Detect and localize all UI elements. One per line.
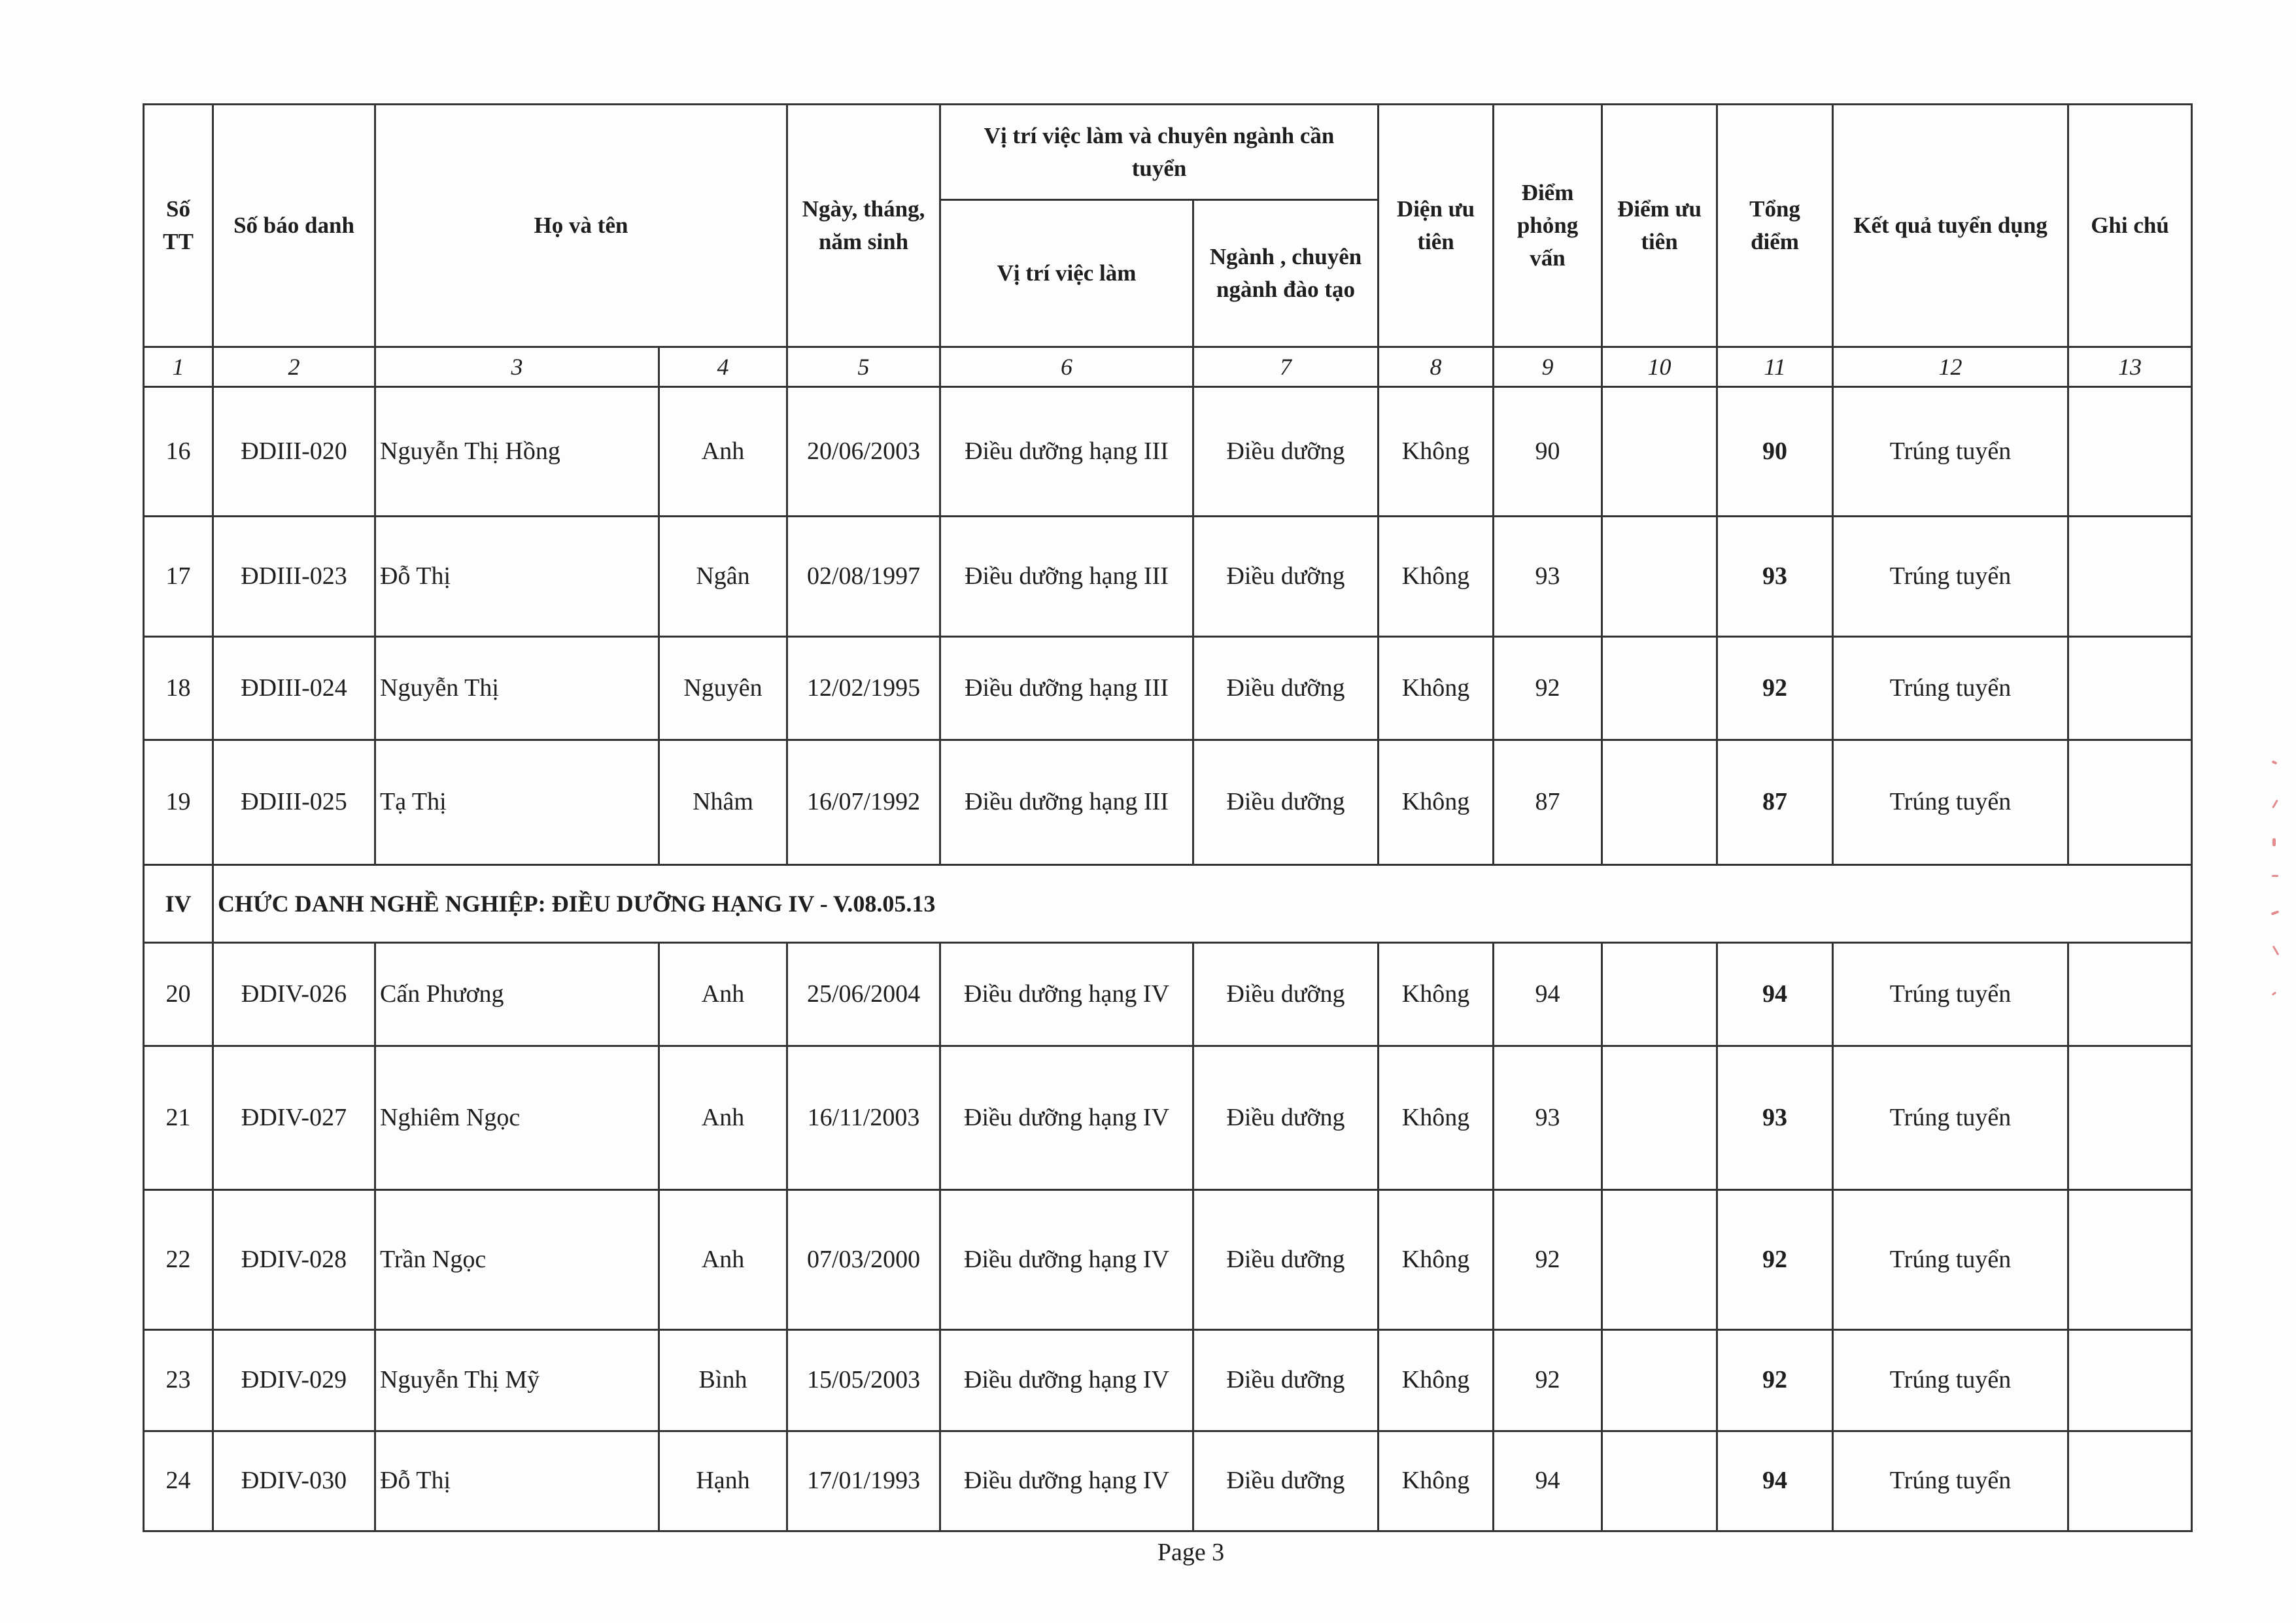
stamp-mark <box>2271 910 2280 915</box>
cell-nganh-dao-tao: Điều dưỡng <box>1193 1190 1379 1330</box>
column-number: 10 <box>1602 347 1717 387</box>
cell-nganh-dao-tao: Điều dưỡng <box>1193 517 1379 637</box>
cell-ho: Trần Ngọc <box>375 1190 659 1330</box>
cell-so-bao-danh: ĐDIV-030 <box>213 1431 375 1531</box>
column-number: 3 <box>375 347 659 387</box>
cell-ho: Cấn Phương <box>375 943 659 1046</box>
page-number: Page 3 <box>1157 1539 1225 1566</box>
cell-diem-phong-van: 90 <box>1494 387 1602 517</box>
header-so-bao-danh: Số báo danh <box>213 105 375 347</box>
cell-so-bao-danh: ĐDIV-029 <box>213 1330 375 1431</box>
table-row <box>144 387 2192 517</box>
table-row <box>144 1330 2192 1431</box>
cell-ngay-sinh: 15/05/2003 <box>787 1330 940 1431</box>
column-number: 11 <box>1717 347 1833 387</box>
cell-diem-phong-van: 92 <box>1494 637 1602 740</box>
header-nganh-dao-tao: Ngành , chuyên ngành đào tạo <box>1193 200 1379 347</box>
stamp-mark <box>2272 946 2280 955</box>
header-ngay-sinh: Ngày, tháng, năm sinh <box>787 105 940 347</box>
stamp-mark <box>2272 875 2278 877</box>
stamp-mark <box>2272 838 2276 846</box>
cell-nganh-dao-tao: Điều dưỡng <box>1193 387 1379 517</box>
cell-ket-qua: Trúng tuyển <box>1833 637 2068 740</box>
cell-diem-uu-tien <box>1602 1046 1717 1190</box>
cell-diem-uu-tien <box>1602 1190 1717 1330</box>
table-row <box>144 1190 2192 1330</box>
cell-stt: 17 <box>144 517 213 637</box>
cell-ghi-chu <box>2068 1431 2192 1531</box>
column-number: 4 <box>659 347 787 387</box>
cell-vi-tri-viec-lam: Điều dưỡng hạng IV <box>940 1190 1193 1330</box>
stamp-bleed-marks <box>2264 752 2286 1007</box>
cell-so-bao-danh: ĐDIV-026 <box>213 943 375 1046</box>
cell-ngay-sinh: 12/02/1995 <box>787 637 940 740</box>
cell-stt: 21 <box>144 1046 213 1190</box>
cell-ho: Nguyễn Thị Mỹ <box>375 1330 659 1431</box>
cell-vi-tri-viec-lam: Điều dưỡng hạng IV <box>940 943 1193 1046</box>
header-dien-uu-tien: Diện ưu tiên <box>1379 105 1494 347</box>
table-row <box>144 943 2192 1046</box>
cell-ket-qua: Trúng tuyển <box>1833 517 2068 637</box>
cell-dien-uu-tien: Không <box>1379 517 1494 637</box>
cell-diem-uu-tien <box>1602 740 1717 865</box>
cell-stt: 19 <box>144 740 213 865</box>
cell-ket-qua: Trúng tuyển <box>1833 943 2068 1046</box>
cell-diem-phong-van: 92 <box>1494 1330 1602 1431</box>
cell-ten: Ngân <box>659 517 787 637</box>
column-number: 12 <box>1833 347 2068 387</box>
cell-tong-diem: 92 <box>1717 1190 1833 1330</box>
cell-ket-qua: Trúng tuyển <box>1833 1046 2068 1190</box>
results-table <box>143 103 2193 1532</box>
stamp-mark <box>2272 760 2278 764</box>
section-title: CHỨC DANH NGHỀ NGHIỆP: ĐIỀU DƯỠNG HẠNG IV - V.08.05.13 <box>213 865 2192 943</box>
cell-ghi-chu <box>2068 1046 2192 1190</box>
table-row <box>144 740 2192 865</box>
section-row <box>144 865 2192 943</box>
cell-nganh-dao-tao: Điều dưỡng <box>1193 1431 1379 1531</box>
column-number: 1 <box>144 347 213 387</box>
cell-ho: Nguyễn Thị Hồng <box>375 387 659 517</box>
cell-ngay-sinh: 20/06/2003 <box>787 387 940 517</box>
cell-ngay-sinh: 17/01/1993 <box>787 1431 940 1531</box>
cell-stt: 16 <box>144 387 213 517</box>
cell-nganh-dao-tao: Điều dưỡng <box>1193 740 1379 865</box>
table-row <box>144 637 2192 740</box>
cell-ho: Đỗ Thị <box>375 1431 659 1531</box>
cell-ten: Anh <box>659 387 787 517</box>
cell-diem-phong-van: 87 <box>1494 740 1602 865</box>
cell-diem-phong-van: 92 <box>1494 1190 1602 1330</box>
column-number: 9 <box>1494 347 1602 387</box>
cell-ghi-chu <box>2068 740 2192 865</box>
cell-diem-uu-tien <box>1602 1431 1717 1531</box>
cell-nganh-dao-tao: Điều dưỡng <box>1193 637 1379 740</box>
cell-ngay-sinh: 25/06/2004 <box>787 943 940 1046</box>
cell-diem-phong-van: 93 <box>1494 517 1602 637</box>
cell-ten: Nguyên <box>659 637 787 740</box>
cell-vi-tri-viec-lam: Điều dưỡng hạng III <box>940 517 1193 637</box>
header-diem-phong-van: Điểm phỏng vấn <box>1494 105 1602 347</box>
header-row <box>144 105 2192 200</box>
cell-vi-tri-viec-lam: Điều dưỡng hạng III <box>940 387 1193 517</box>
cell-tong-diem: 92 <box>1717 1330 1833 1431</box>
cell-vi-tri-viec-lam: Điều dưỡng hạng III <box>940 637 1193 740</box>
header-ket-qua: Kết quả tuyển dụng <box>1833 105 2068 347</box>
cell-diem-uu-tien <box>1602 943 1717 1046</box>
column-number: 5 <box>787 347 940 387</box>
cell-ten: Anh <box>659 1046 787 1190</box>
cell-so-bao-danh: ĐDIII-023 <box>213 517 375 637</box>
cell-ho: Nguyễn Thị <box>375 637 659 740</box>
column-number: 7 <box>1193 347 1379 387</box>
header-stt: Số TT <box>144 105 213 347</box>
cell-dien-uu-tien: Không <box>1379 1046 1494 1190</box>
cell-so-bao-danh: ĐDIII-024 <box>213 637 375 740</box>
header-vi-tri-viec-lam: Vị trí việc làm <box>940 200 1193 347</box>
cell-vi-tri-viec-lam: Điều dưỡng hạng IV <box>940 1330 1193 1431</box>
cell-dien-uu-tien: Không <box>1379 943 1494 1046</box>
cell-ho: Tạ Thị <box>375 740 659 865</box>
cell-diem-uu-tien <box>1602 1330 1717 1431</box>
cell-ghi-chu <box>2068 1190 2192 1330</box>
cell-diem-uu-tien <box>1602 517 1717 637</box>
cell-ten: Anh <box>659 1190 787 1330</box>
column-number: 2 <box>213 347 375 387</box>
header-diem-uu-tien: Điểm ưu tiên <box>1602 105 1717 347</box>
stamp-mark <box>2272 991 2276 995</box>
cell-dien-uu-tien: Không <box>1379 1330 1494 1431</box>
cell-diem-phong-van: 94 <box>1494 1431 1602 1531</box>
cell-dien-uu-tien: Không <box>1379 740 1494 865</box>
column-number: 8 <box>1379 347 1494 387</box>
cell-ngay-sinh: 16/07/1992 <box>787 740 940 865</box>
cell-ho: Nghiêm Ngọc <box>375 1046 659 1190</box>
header-ghi-chu: Ghi chú <box>2068 105 2192 347</box>
cell-stt: 22 <box>144 1190 213 1330</box>
cell-tong-diem: 93 <box>1717 1046 1833 1190</box>
cell-ghi-chu <box>2068 637 2192 740</box>
cell-dien-uu-tien: Không <box>1379 387 1494 517</box>
cell-ten: Hạnh <box>659 1431 787 1531</box>
cell-ho: Đỗ Thị <box>375 517 659 637</box>
cell-ten: Nhâm <box>659 740 787 865</box>
cell-tong-diem: 90 <box>1717 387 1833 517</box>
cell-diem-phong-van: 93 <box>1494 1046 1602 1190</box>
cell-so-bao-danh: ĐDIV-028 <box>213 1190 375 1330</box>
table-header <box>144 105 2192 387</box>
table-row <box>144 1046 2192 1190</box>
cell-so-bao-danh: ĐDIII-020 <box>213 387 375 517</box>
cell-stt: 23 <box>144 1330 213 1431</box>
cell-stt: 20 <box>144 943 213 1046</box>
cell-nganh-dao-tao: Điều dưỡng <box>1193 1046 1379 1190</box>
table-body <box>144 387 2192 1531</box>
cell-tong-diem: 87 <box>1717 740 1833 865</box>
cell-nganh-dao-tao: Điều dưỡng <box>1193 943 1379 1046</box>
cell-nganh-dao-tao: Điều dưỡng <box>1193 1330 1379 1431</box>
header-vi-tri-group: Vị trí việc làm và chuyên ngành cần tuyển <box>940 105 1379 200</box>
table-row <box>144 1431 2192 1531</box>
cell-so-bao-danh: ĐDIV-027 <box>213 1046 375 1190</box>
cell-dien-uu-tien: Không <box>1379 1431 1494 1531</box>
cell-tong-diem: 94 <box>1717 1431 1833 1531</box>
cell-ghi-chu <box>2068 387 2192 517</box>
cell-ten: Anh <box>659 943 787 1046</box>
cell-vi-tri-viec-lam: Điều dưỡng hạng IV <box>940 1431 1193 1531</box>
cell-ket-qua: Trúng tuyển <box>1833 1190 2068 1330</box>
cell-ngay-sinh: 02/08/1997 <box>787 517 940 637</box>
section-code: IV <box>144 865 213 943</box>
cell-ngay-sinh: 16/11/2003 <box>787 1046 940 1190</box>
cell-ket-qua: Trúng tuyển <box>1833 387 2068 517</box>
cell-ten: Bình <box>659 1330 787 1431</box>
cell-stt: 24 <box>144 1431 213 1531</box>
header-tong-diem: Tổng điểm <box>1717 105 1833 347</box>
cell-diem-uu-tien <box>1602 637 1717 740</box>
cell-dien-uu-tien: Không <box>1379 1190 1494 1330</box>
cell-diem-uu-tien <box>1602 387 1717 517</box>
table-row <box>144 517 2192 637</box>
cell-ket-qua: Trúng tuyển <box>1833 1330 2068 1431</box>
cell-tong-diem: 92 <box>1717 637 1833 740</box>
cell-tong-diem: 93 <box>1717 517 1833 637</box>
cell-diem-phong-van: 94 <box>1494 943 1602 1046</box>
stamp-mark <box>2272 800 2278 809</box>
cell-ket-qua: Trúng tuyển <box>1833 740 2068 865</box>
cell-ghi-chu <box>2068 517 2192 637</box>
cell-stt: 18 <box>144 637 213 740</box>
cell-ghi-chu <box>2068 1330 2192 1431</box>
cell-dien-uu-tien: Không <box>1379 637 1494 740</box>
cell-ket-qua: Trúng tuyển <box>1833 1431 2068 1531</box>
cell-ghi-chu <box>2068 943 2192 1046</box>
column-number-row <box>144 347 2192 387</box>
cell-vi-tri-viec-lam: Điều dưỡng hạng III <box>940 740 1193 865</box>
cell-vi-tri-viec-lam: Điều dưỡng hạng IV <box>940 1046 1193 1190</box>
column-number: 6 <box>940 347 1193 387</box>
column-number: 13 <box>2068 347 2192 387</box>
header-ho-va-ten: Họ và tên <box>375 105 787 347</box>
cell-so-bao-danh: ĐDIII-025 <box>213 740 375 865</box>
cell-tong-diem: 94 <box>1717 943 1833 1046</box>
cell-ngay-sinh: 07/03/2000 <box>787 1190 940 1330</box>
